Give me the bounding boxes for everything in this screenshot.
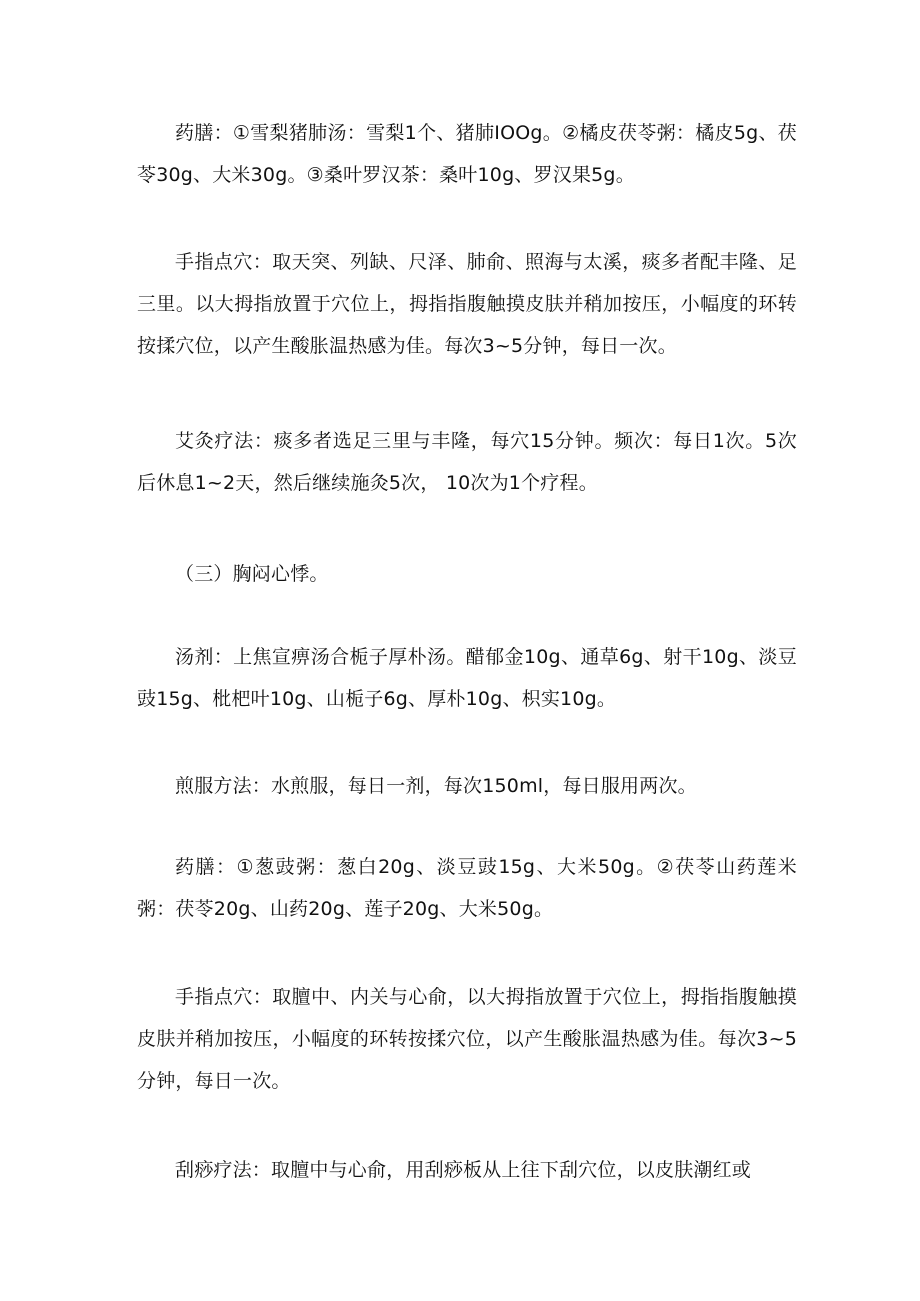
paragraph-decoction-method: 煎服方法：水煎服，每日一剂，每次150ml，每日服用两次。 [175, 775, 697, 797]
paragraph-medicinal-diet-2: 药膳：①葱豉粥：葱白20g、淡豆豉15g、大米50g。②茯苓山药莲米粥：茯苓20g、山药20g、莲子20g、大米50g。 [137, 856, 797, 920]
paragraph-acupressure-1: 手指点穴：取天突、列缺、尺泽、肺俞、照海与太溪，痰多者配丰隆、足三里。以大拇指放置于穴位上，拇指指腹触摸皮肤并稍加按压，小幅度的环转按揉穴位，以产生酸胀温热感为佳。每次3~5分钟，每日一次。 [137, 251, 797, 357]
paragraph-acupressure-2: 手指点穴：取膻中、内关与心俞，以大拇指放置于穴位上，拇指指腹触摸皮肤并稍加按压，小幅度的环转按揉穴位，以产生酸胀温热感为佳。每次3~5分钟，每日一次。 [137, 986, 797, 1092]
paragraph-decoction: 汤剂：上焦宣痹汤合栀子厚朴汤。醋郁金10g、通草6g、射干10g、淡豆豉15g、枇杷叶10g、山栀子6g、厚朴10g、枳实10g。 [137, 646, 797, 710]
section-heading: （三）胸闷心悸。 [175, 563, 329, 585]
paragraph-moxibustion: 艾灸疗法：痰多者选足三里与丰隆，每穴15分钟。频次：每日1次。5次后休息1~2天，然后继续施灸5次， 10次为1个疗程。 [137, 430, 797, 494]
paragraph-medicinal-diet-1: 药膳：①雪梨猪肺汤：雪梨1个、猪肺IOOg。②橘皮茯苓粥：橘皮5g、茯苓30g、大米30g。③桑叶罗汉茶：桑叶10g、罗汉果5g。 [137, 122, 797, 186]
paragraph-gua-sha: 刮痧疗法：取膻中与心俞，用刮痧板从上往下刮穴位，以皮肤潮红或 [175, 1159, 752, 1181]
